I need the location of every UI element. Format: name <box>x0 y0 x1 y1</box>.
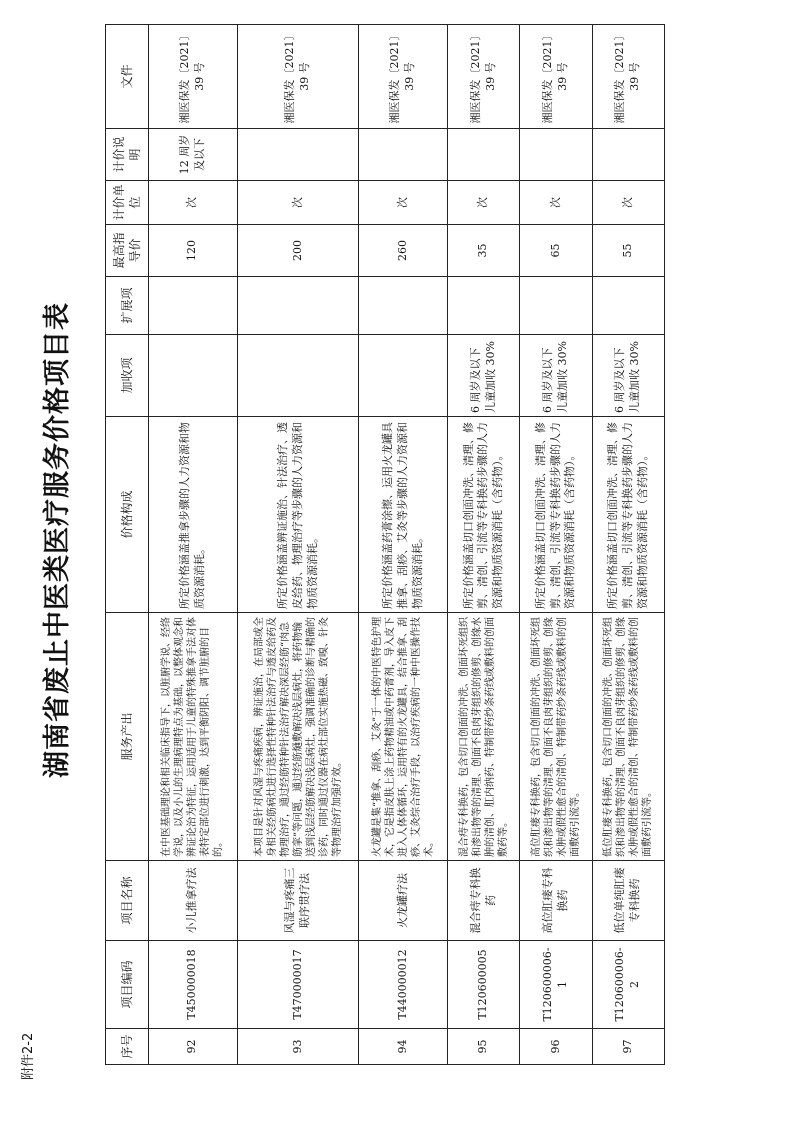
header-max-price: 最高指导价 <box>106 225 149 277</box>
cell-unit: 次 <box>520 181 592 225</box>
cell-doc: 湘医保发〔2021〕39 号 <box>592 25 664 129</box>
cell-max-price: 65 <box>520 225 592 277</box>
header-content: 服务产出 <box>106 613 149 861</box>
cell-name: 混合痔专科换药 <box>448 861 520 941</box>
cell-composition: 所定价格涵盖切口创面冲洗、清理、修剪、清创、引流等专科换药步骤的人力资源和物质资源消耗（含药物）。 <box>448 417 520 613</box>
cell-max-price: 55 <box>592 225 664 277</box>
cell-unit: 次 <box>448 181 520 225</box>
cell-surcharge: 6 周岁及以下儿童加收 30% <box>592 335 664 417</box>
cell-name: 高位肛瘘专科换药 <box>520 861 592 941</box>
cell-composition: 所定价格涵盖切口创面冲洗、清理、修剪、清创、引流等专科换药步骤的人力资源和物质资源消耗（含药物）。 <box>592 417 664 613</box>
cell-name: 低位单纯肛瘘专科换药 <box>592 861 664 941</box>
cell-note: 12 周岁及以下 <box>149 129 238 181</box>
cell-code: T450000018 <box>149 941 238 1029</box>
cell-note <box>520 129 592 181</box>
cell-name: 风湿与疼痛三联序贯疗法 <box>237 861 359 941</box>
cell-seq: 92 <box>149 1029 238 1065</box>
cell-code: T470000017 <box>237 941 359 1029</box>
header-doc: 文件 <box>106 25 149 129</box>
cell-note <box>592 129 664 181</box>
cell-content: 本项目是针对风湿与疼痛疾病，辨证施治，在局部或全身相关经筋病灶进行选择性特种针法治疗与透皮给药及物理治疗，通过经筋特种针法治疗解决深层经筋“肉急筋挛”等问题，通过经筋熥敷解决浅层病灶，将药物输送到浅层经筋解决浅层病灶，强调准确的诊断与精确的诊药，同时通过仪器在病灶部位实施热磁、致嗅、针灸等物理治疗加强疗效。 <box>237 613 359 861</box>
cell-composition: 所定价格涵盖辨证施治、针法治疗、透皮给药、物理治疗等步骤的人力资源和物质资源消耗。 <box>237 417 359 613</box>
table-row <box>149 25 238 1065</box>
cell-seq: 95 <box>448 1029 520 1065</box>
header-code: 项目编码 <box>106 941 149 1029</box>
cell-content: 高位肛瘘专科换药，包含切口创面的冲洗、创面坏死组织和渗出物等的清理、创面不良肉芽组织的修剪、创缘水肿或假性愈合的清创、特制带药纱条药线或敷料的创面敷药引流等。 <box>520 613 592 861</box>
cell-max-price: 120 <box>149 225 238 277</box>
price-table-container <box>105 25 665 1065</box>
cell-composition: 所定价格涵盖切口创面冲洗、清理、修剪、清创、引流等专科换药步骤的人力资源和物质资源消耗（含药物）。 <box>520 417 592 613</box>
cell-name: 小儿推拿疗法 <box>149 861 238 941</box>
cell-unit: 次 <box>359 181 448 225</box>
cell-max-price: 200 <box>237 225 359 277</box>
cell-surcharge: 6 周岁及以下儿童加收 30% <box>448 335 520 417</box>
header-surcharge: 加收项 <box>106 335 149 417</box>
cell-doc: 湘医保发〔2021〕39 号 <box>520 25 592 129</box>
cell-content: 火龙罐是集“推拿、刮痧、艾灸”于一体的中医特色护理术，它是指皮肤上涂上药物精油或中药膏剂，导入皮下进入人体体循环，运用特有的火龙罐具，结合推拿、刮痧、艾灸综合治疗手段，以治疗疾病的一种中医操作技术。 <box>359 613 448 861</box>
cell-doc: 湘医保发〔2021〕39 号 <box>237 25 359 129</box>
table-row <box>592 25 664 1065</box>
cell-code: T440000012 <box>359 941 448 1029</box>
cell-code: T120600006-2 <box>592 941 664 1029</box>
cell-surcharge: 6 周岁及以下儿童加收 30% <box>520 335 592 417</box>
cell-seq: 94 <box>359 1029 448 1065</box>
cell-seq: 97 <box>592 1029 664 1065</box>
cell-seq: 93 <box>237 1029 359 1065</box>
cell-unit: 次 <box>149 181 238 225</box>
cell-surcharge <box>359 335 448 417</box>
header-seq: 序号 <box>106 1029 149 1065</box>
cell-extension <box>237 277 359 335</box>
cell-note <box>359 129 448 181</box>
cell-extension <box>520 277 592 335</box>
cell-surcharge <box>237 335 359 417</box>
table-row <box>237 25 359 1065</box>
cell-content: 混合痔专科换药，包含切口创面的冲洗、创面坏死组织和渗出物等的清理、创面不良肉芽组织的修剪、创缘水肿的清创、肛内纳药、特制带药纱条药线或敷料的创面敷药等。 <box>448 613 520 861</box>
page-title: 湖南省废止中医类医疗服务价格项目表 <box>42 302 73 778</box>
cell-note <box>448 129 520 181</box>
header-composition: 价格构成 <box>106 417 149 613</box>
header-unit: 计价单位 <box>106 181 149 225</box>
cell-doc: 湘医保发〔2021〕39 号 <box>149 25 238 129</box>
cell-extension <box>359 277 448 335</box>
cell-surcharge <box>149 335 238 417</box>
cell-note <box>237 129 359 181</box>
cell-extension <box>448 277 520 335</box>
cell-content: 低位肛瘘专科换药，包含切口创面的冲洗、创面坏死组织和渗出物等的清理、创面不良肉芽组织的修剪、创缘水肿或假性愈合的清创、特制带药纱条药线或敷料的创面敷药引流等。 <box>592 613 664 861</box>
cell-composition: 所定价格涵盖推拿步骤的人力资源和物质资源消耗。 <box>149 417 238 613</box>
cell-composition: 所定价格涵盖药膏涂擦、运用火龙罐具推拿、刮痧、艾灸等步骤的人力资源和物质资源消耗。 <box>359 417 448 613</box>
header-name: 项目名称 <box>106 861 149 941</box>
header-note: 计价说明 <box>106 129 149 181</box>
cell-code: T120600005 <box>448 941 520 1029</box>
page-label: 附件2-2 <box>21 1032 36 1080</box>
cell-unit: 次 <box>237 181 359 225</box>
header-extension: 扩展项 <box>106 277 149 335</box>
cell-code: T120600006-1 <box>520 941 592 1029</box>
price-table <box>105 24 665 1065</box>
cell-doc: 湘医保发〔2021〕39 号 <box>448 25 520 129</box>
cell-unit: 次 <box>592 181 664 225</box>
cell-max-price: 35 <box>448 225 520 277</box>
table-header-row <box>106 25 149 1065</box>
cell-extension <box>149 277 238 335</box>
cell-max-price: 260 <box>359 225 448 277</box>
table-row <box>520 25 592 1065</box>
table-row <box>359 25 448 1065</box>
cell-name: 火龙罐疗法 <box>359 861 448 941</box>
cell-extension <box>592 277 664 335</box>
cell-content: 在中医基础理论和相关临床指导下，以脏腑学说、经络学说，以及小儿的生理病理特点为基础，以整体观念和辨证论治为特征，运用适用于儿童的特殊推拿手法对体表特定部位进行刺激，达到平衡阴阳、调节脏腑的目的。 <box>149 613 238 861</box>
cell-doc: 湘医保发〔2021〕39 号 <box>359 25 448 129</box>
cell-seq: 96 <box>520 1029 592 1065</box>
table-row <box>448 25 520 1065</box>
